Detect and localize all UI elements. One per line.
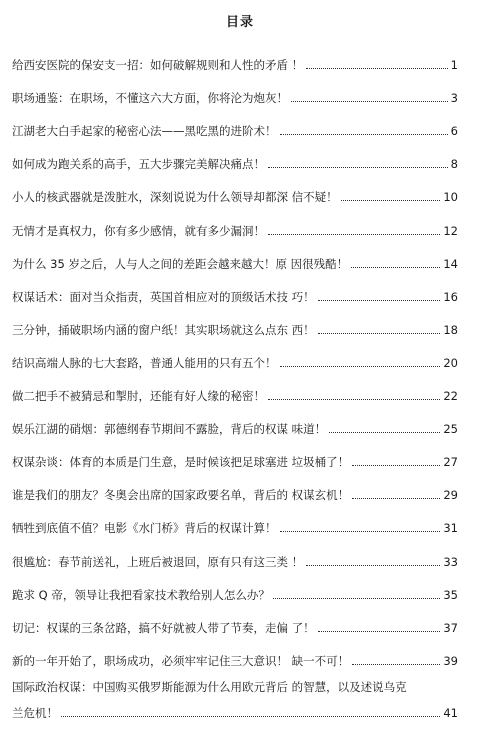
toc-leader-dots — [61, 716, 440, 717]
toc-leader-dots — [351, 267, 440, 268]
toc-entry-title: 跪求 Q 帝，领导让我把看家技术教给别人怎么办？ — [12, 587, 270, 602]
toc-leader-dots — [291, 101, 448, 102]
toc-leader-dots — [352, 664, 440, 665]
toc-page-number: 22 — [443, 389, 458, 404]
page-title: 目录 — [225, 15, 254, 30]
toc-entry[interactable] — [12, 503, 458, 536]
toc-page-number: 33 — [443, 554, 458, 569]
toc-page-number: 29 — [443, 488, 458, 503]
toc-page-number: 1 — [450, 58, 458, 73]
toc-leader-dots — [273, 598, 440, 599]
toc-entry-title: 权谋话术：面对当众指责，英国首相应对的顶级话术技 巧！ — [12, 289, 315, 304]
toc-entry[interactable] — [12, 536, 458, 569]
toc-leader-dots — [318, 631, 441, 632]
toc-leader-dots — [341, 200, 441, 201]
toc-page-number: 41 — [443, 705, 458, 720]
toc-entry-title: 切记：权谋的三条岔路，搞不好就被人带了节奏，走偏 了！ — [12, 620, 315, 635]
toc-entry-title: 权谋杂谈：体育的本质是门生意，是时候该把足球塞进 垃圾桶了！ — [12, 455, 350, 470]
toc-entry[interactable] — [12, 404, 458, 437]
toc-entry[interactable] — [12, 570, 458, 603]
toc-entry-title: 做二把手不被猜忌和掣肘，还能有好人缘的秘密！ — [12, 389, 265, 404]
toc-entry-title: 牺牲到底值不值？电影《水门桥》背后的权谋计算！ — [12, 521, 277, 536]
toc-page-number: 6 — [450, 124, 458, 139]
toc-entry[interactable] — [12, 338, 458, 371]
toc-entry-title: 无情才是真权力，你有多少感情，就有多少漏洞！ — [12, 223, 265, 238]
toc-entry[interactable] — [12, 305, 458, 338]
toc-entry[interactable] — [12, 437, 458, 470]
toc-page-number: 27 — [443, 455, 458, 470]
toc-page-number: 8 — [450, 157, 458, 172]
toc-page-number: 18 — [443, 322, 458, 337]
toc-entry-title: 娱乐江湖的硝烟：郭德纲春节期间不露脸，背后的权谋 味道！ — [12, 422, 327, 437]
toc-entry-title: 职场通鉴：在职场，不懂这六大方面，你将沦为炮灰！ — [12, 91, 288, 106]
toc-entry-title: 很尴尬：春节前送礼，上班后被退回，原有只有这三类 ！ — [12, 554, 304, 569]
toc-page-number: 12 — [443, 223, 458, 238]
toc-page-number: 25 — [443, 422, 458, 437]
toc-entry[interactable] — [12, 73, 458, 106]
toc-entry[interactable] — [12, 470, 458, 503]
toc-entry-title: 为什么 35 岁之后，人与人之间的差距会越来越大！原 因很残酷！ — [12, 256, 349, 271]
toc-leader-dots — [318, 300, 441, 301]
toc-entry[interactable] — [12, 106, 458, 139]
toc-entry-title: 如何成为跑关系的高手，五大步骤完美解决痛点！ — [12, 157, 265, 172]
toc-leader-dots — [306, 68, 448, 69]
table-of-contents — [12, 40, 458, 721]
toc-entry[interactable] — [12, 371, 458, 404]
toc-entry-title-line-1: 国际政治权谋：中国购买俄罗斯能源为什么用欧元背后 的智慧，以及述说乌克 — [12, 679, 407, 694]
toc-entry[interactable] — [12, 603, 458, 636]
toc-entry[interactable] — [12, 239, 458, 272]
toc-entry-title: 小人的核武器就是泼脏水，深刻说说为什么领导却都深 信不疑！ — [12, 190, 338, 205]
toc-entry[interactable] — [12, 172, 458, 205]
toc-entry-title: 江湖老大白手起家的秘密心法——黑吃黑的进阶术！ — [12, 124, 277, 139]
toc-leader-dots — [280, 531, 441, 532]
toc-page-number: 31 — [443, 521, 458, 536]
toc-entry[interactable] — [12, 272, 458, 305]
toc-entry[interactable] — [12, 636, 458, 669]
toc-leader-dots — [280, 134, 448, 135]
toc-entry-title-line-2: 兰危机！ — [12, 705, 58, 720]
toc-entry-title: 结识高端人脉的七大套路，普通人能用的只有五个！ — [12, 355, 277, 370]
toc-entry[interactable] — [12, 669, 458, 721]
toc-entry-title: 谁是我们的朋友？冬奥会出席的国家政要名单，背后的 权谋玄机！ — [12, 488, 350, 503]
toc-page-number: 14 — [443, 256, 458, 271]
toc-leader-dots — [268, 234, 440, 235]
toc-page-number: 20 — [443, 355, 458, 370]
toc-leader-dots — [352, 465, 440, 466]
toc-entry[interactable] — [12, 40, 458, 73]
toc-leader-dots — [352, 498, 440, 499]
toc-leader-dots — [318, 333, 441, 334]
toc-page-number: 16 — [443, 289, 458, 304]
toc-page-number: 10 — [443, 190, 458, 205]
toc-page-number: 3 — [450, 91, 458, 106]
toc-entry-title: 三分钟，捅破职场内涵的窗户纸！其实职场就这么点东 西！ — [12, 322, 315, 337]
toc-page-number: 39 — [443, 653, 458, 668]
toc-entry-title: 新的一年开始了，职场成功，必须牢牢记住三大意识！ 缺一不可！ — [12, 653, 350, 668]
toc-entry[interactable] — [12, 139, 458, 172]
toc-entry-title: 给西安医院的保安支一招：如何破解规则和人性的矛盾 ！ — [12, 58, 304, 73]
toc-leader-dots — [268, 399, 440, 400]
toc-leader-dots — [306, 565, 440, 566]
toc-entry[interactable] — [12, 205, 458, 238]
toc-leader-dots — [329, 432, 440, 433]
toc-leader-dots — [280, 366, 441, 367]
toc-page-number: 37 — [443, 620, 458, 635]
toc-leader-dots — [268, 167, 448, 168]
toc-page-number: 35 — [443, 587, 458, 602]
